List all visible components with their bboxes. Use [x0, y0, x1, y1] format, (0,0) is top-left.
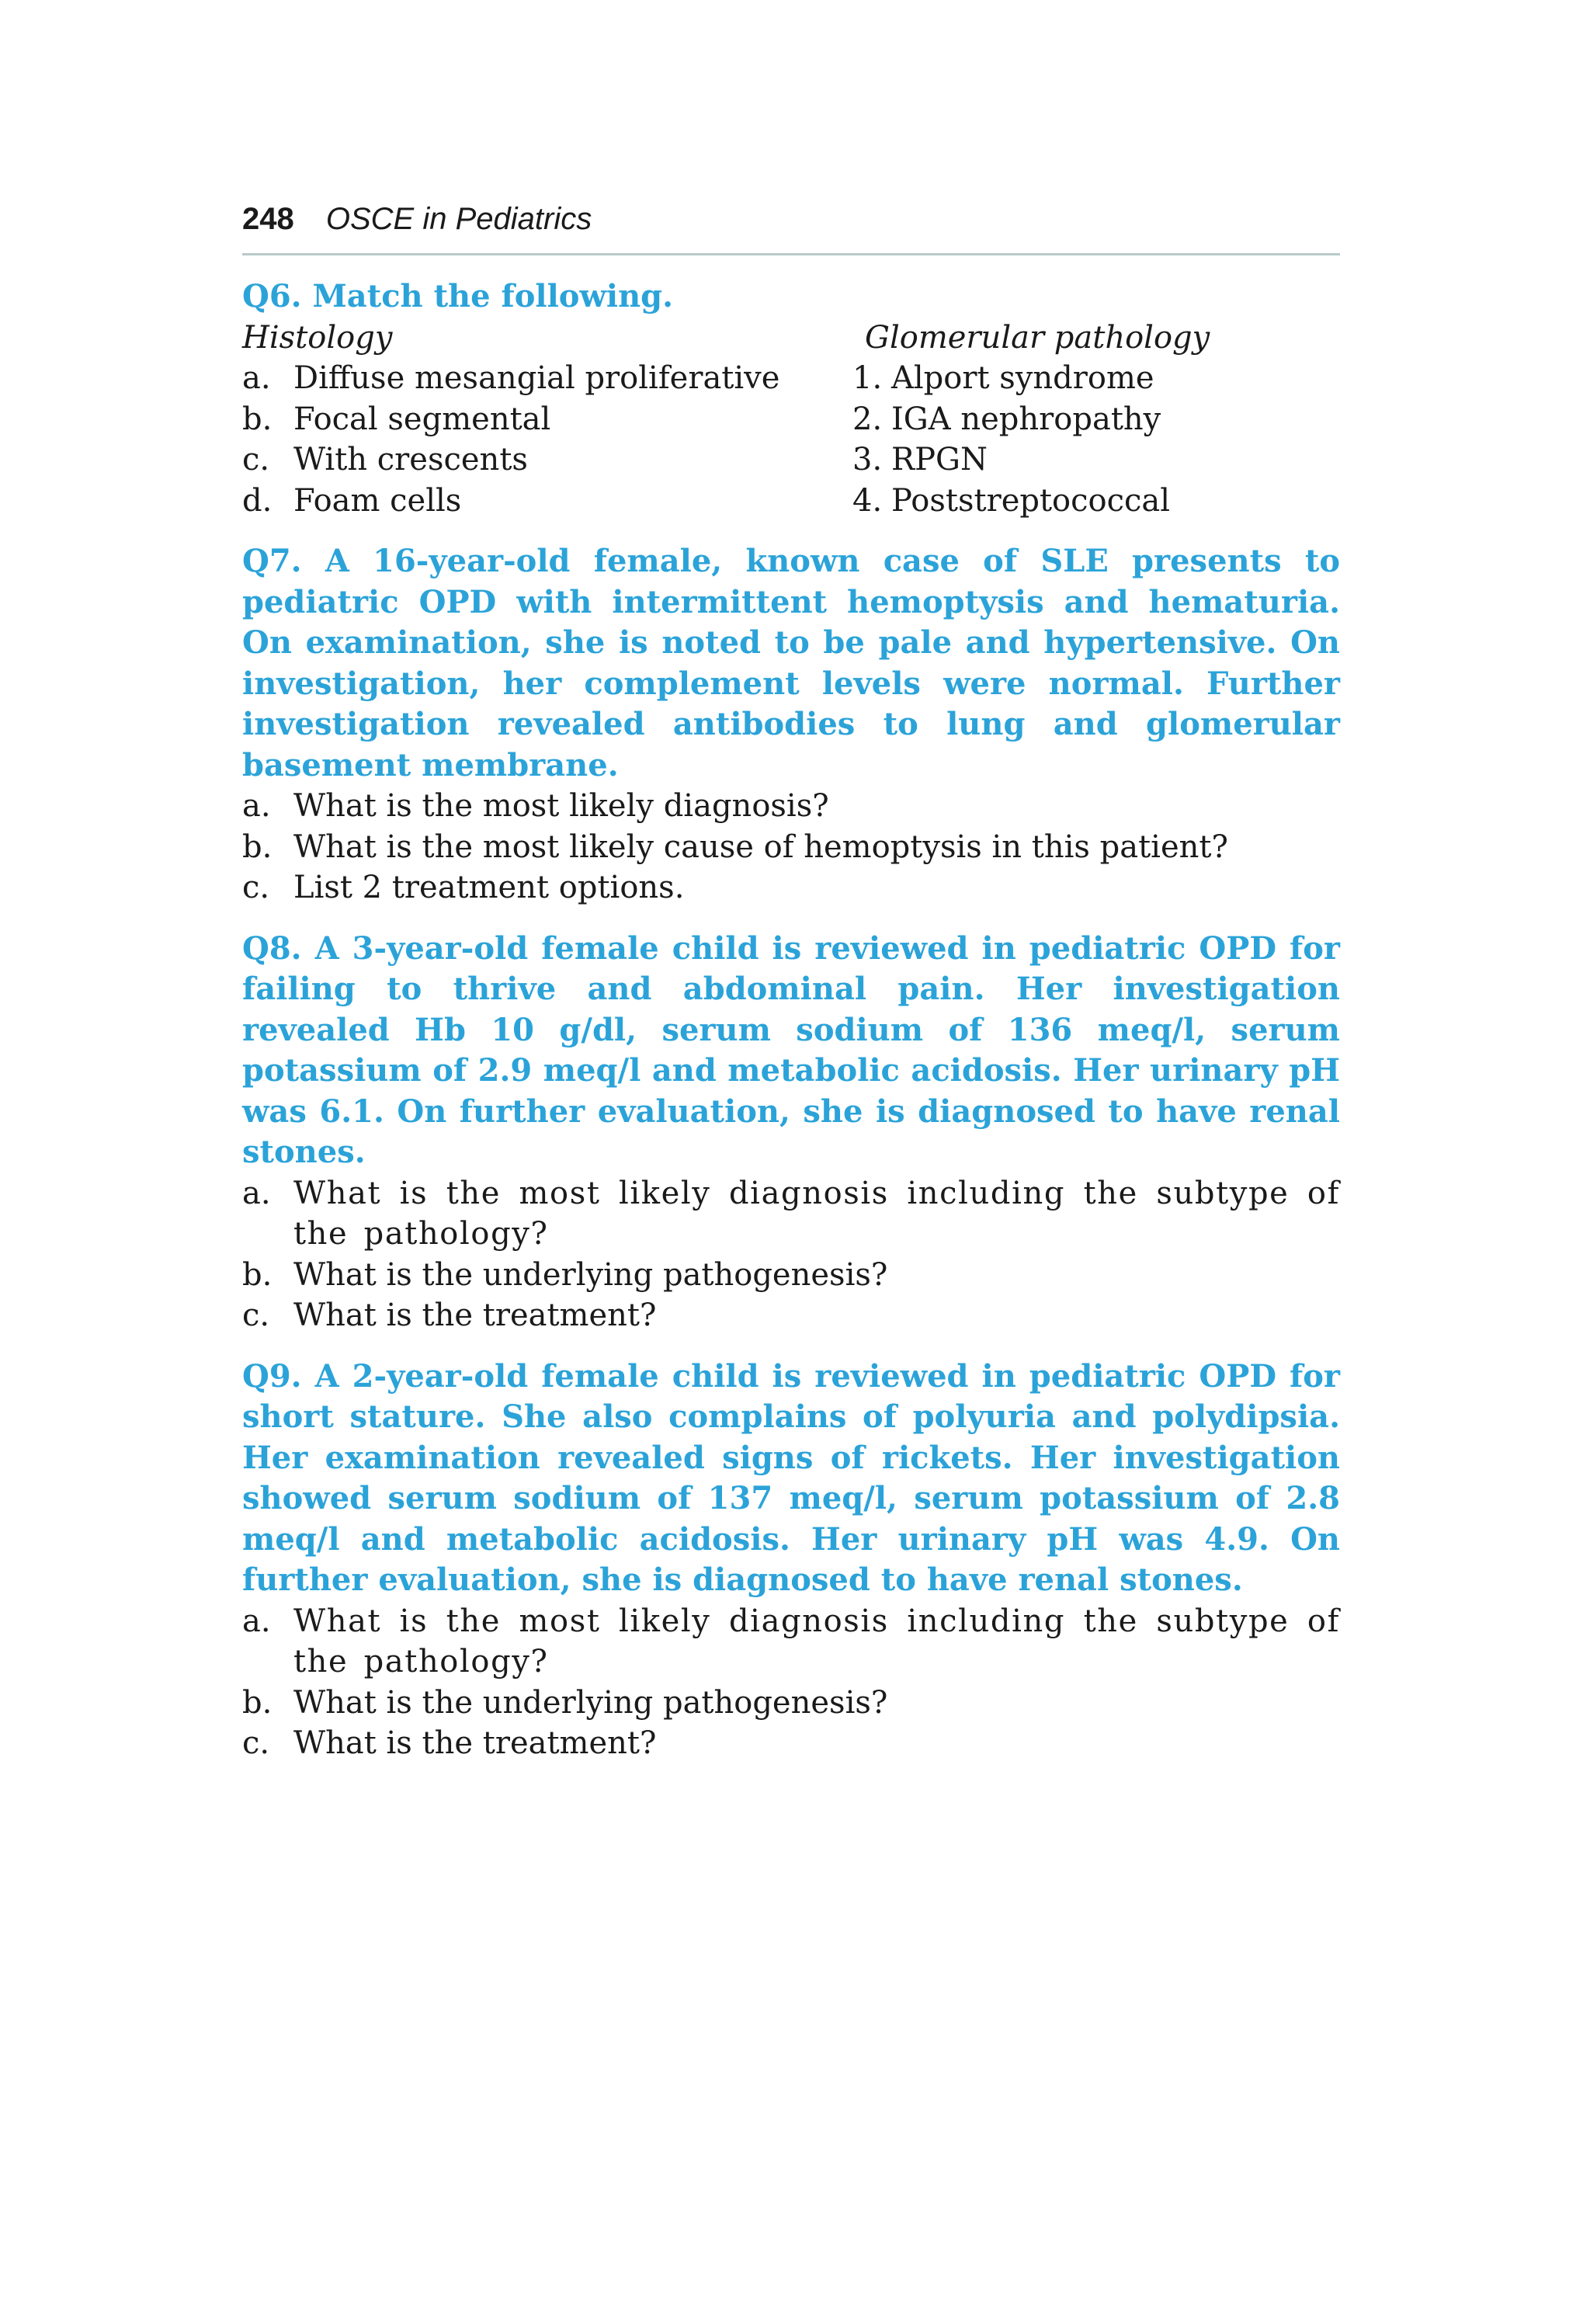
item-text: List 2 treatment options.: [293, 870, 685, 905]
list-item: [242, 786, 1340, 827]
item-text: Alport syndrome: [891, 360, 1154, 396]
item-text: Poststreptococcal: [891, 482, 1171, 519]
item-marker: 2.: [852, 401, 883, 437]
list-item: [852, 358, 1340, 399]
item-marker: c.: [242, 1297, 270, 1333]
question-9-section: [242, 1357, 1340, 1764]
question-6-text: Q6. Match the following.: [242, 278, 674, 314]
page-number: 248: [242, 202, 294, 236]
item-marker: d.: [242, 482, 273, 519]
list-item: [242, 867, 1340, 908]
item-marker: 1.: [852, 360, 883, 396]
item-text: What is the treatment?: [293, 1725, 657, 1761]
item-marker: a.: [242, 1603, 271, 1639]
list-item: [242, 481, 852, 522]
page-content: [242, 276, 1340, 1784]
item-marker: b.: [242, 401, 273, 437]
item-marker: b.: [242, 1256, 273, 1293]
item-marker: b.: [242, 1684, 273, 1721]
item-text: What is the most likely diagnosis including the subtype of the pathology?: [293, 1603, 1340, 1680]
list-item: [242, 1601, 1340, 1683]
item-text: What is the treatment?: [293, 1297, 657, 1333]
column-heading-glomerular-pathology: Glomerular pathology: [865, 319, 1210, 356]
list-item: [242, 1683, 1340, 1724]
item-text: What is the most likely diagnosis including the subtype of the pathology?: [293, 1175, 1340, 1252]
item-text: Foam cells: [293, 482, 462, 519]
item-text: Focal segmental: [293, 401, 551, 437]
item-text: What is the underlying pathogenesis?: [293, 1684, 888, 1721]
item-marker: c.: [242, 442, 270, 478]
page-header: [242, 196, 1340, 255]
list-item: [852, 439, 1340, 481]
question-6-section: [242, 276, 1340, 521]
item-text: What is the underlying pathogenesis?: [293, 1256, 888, 1293]
item-marker: a.: [242, 360, 271, 396]
match-column-glomerular-pathology: [852, 318, 1340, 522]
list-item: [852, 399, 1340, 440]
item-marker: a.: [242, 1175, 271, 1211]
list-item: [852, 481, 1340, 522]
item-text: RPGN: [891, 442, 988, 478]
column-heading-histology: Histology: [242, 319, 393, 356]
list-item: [242, 358, 852, 399]
question-8-text: Q8. A 3-year-old female child is reviewed in pediatric OPD for failing to thrive and abdominal pain. Her investigation revealed Hb 10 g/dl, serum sodium of 136 meq/l, serum potassium of 2.9 meq/l and metabolic acidosis. Her urinary pH was 6.1. On further evaluation, she is diagnosed to have renal stones.: [242, 929, 1340, 1170]
match-column-histology: [242, 318, 852, 522]
item-marker: 3.: [852, 442, 883, 478]
item-marker: 4.: [852, 482, 883, 519]
list-item: [242, 1295, 1340, 1336]
question-7-text: Q7. A 16-year-old female, known case of SLE presents to pediatric OPD with intermittent hemoptysis and hematuria. On examination, she is noted to be pale and hypertensive. On investigation, her complement levels were normal. Further investigation revealed antibodies to lung and glomerular basement membrane.: [242, 543, 1340, 783]
question-9-text: Q9. A 2-year-old female child is reviewed in pediatric OPD for short stature. She also complains of polyuria and polydipsia. Her examination revealed signs of rickets. Her investigation showed serum sodium of 137 meq/l, serum potassium of 2.8 meq/l and metabolic acidosis. Her urinary pH was 4.9. On further evaluation, she is diagnosed to have renal stones.: [242, 1357, 1340, 1598]
item-marker: a.: [242, 788, 271, 824]
item-marker: c.: [242, 1725, 270, 1761]
question-8-section: [242, 929, 1340, 1336]
item-text: What is the most likely cause of hemoptysis in this patient?: [293, 829, 1228, 865]
item-text: IGA nephropathy: [891, 401, 1161, 437]
question-7-section: [242, 541, 1340, 908]
list-item: [242, 1723, 1340, 1764]
book-title: OSCE in Pediatrics: [325, 202, 592, 236]
item-marker: b.: [242, 829, 273, 865]
item-text: With crescents: [293, 442, 528, 478]
list-item: [242, 399, 852, 440]
list-item: [242, 1173, 1340, 1255]
list-item: [242, 1255, 1340, 1296]
list-item: [242, 827, 1340, 868]
list-item: [242, 439, 852, 481]
item-text: What is the most likely diagnosis?: [293, 788, 829, 824]
item-marker: c.: [242, 870, 270, 905]
match-table: [242, 318, 1340, 522]
item-text: Diffuse mesangial proliferative: [293, 360, 780, 396]
